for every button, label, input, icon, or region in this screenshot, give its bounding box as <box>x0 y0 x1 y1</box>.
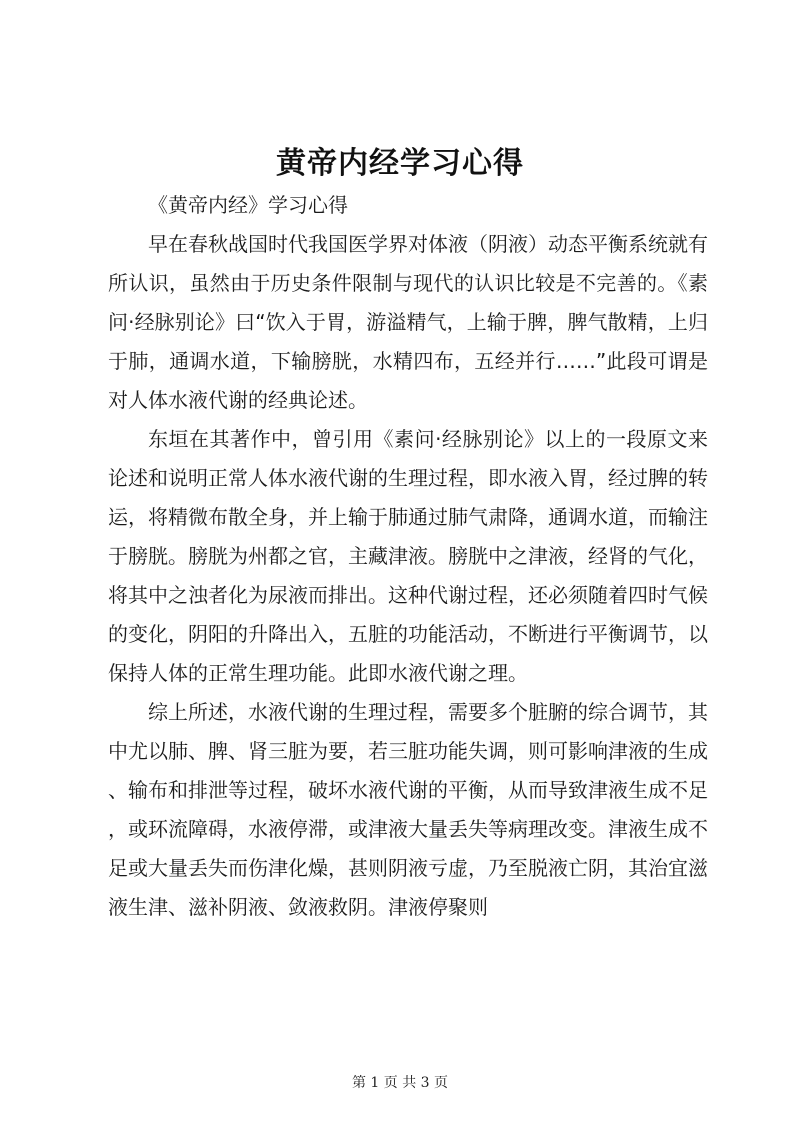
paragraph-3: 综上所述，水液代谢的生理过程，需要多个脏腑的综合调节，其中尤以肺、脾、肾三脏为要，若三脏功能失调，则可影响津液的生成、输布和排泄等过程，破坏水液代谢的平衡，从而导致津液生成不足，或环流障碍，水液停滞，或津液大量丢失等病理改变。津液生成不足或大量丢失而伤津化燥，甚则阴液亏虚，乃至脱液亡阴，其治宜滋液生津、滋补阴液、敛液救阴。津液停聚则 <box>108 700 708 919</box>
document-title: 黄帝内经学习心得 <box>276 146 524 181</box>
paragraph-2: 东垣在其著作中，曾引用《素问·经脉别论》以上的一段原文来论述和说明正常人体水液代谢的生理过程，即水液入胃，经过脾的转运，将精微布散全身，并上输于肺通过肺气肃降，通调水道，而输注于膀胱。膀胱为州都之官，主藏津液。膀胱中之津液，经肾的气化，将其中之浊者化为尿液而排出。这种代谢过程，还必须随着四时气候的变化，阴阳的升降出入，五脏的功能活动，不断进行平衡调节，以保持人体的正常生理功能。此即水液代谢之理。 <box>108 427 708 685</box>
paragraph-1: 早在春秋战国时代我国医学界对体液（阴液）动态平衡系统就有所认识，虽然由于历史条件限制与现代的认识比较是不完善的。《素问·经脉别论》曰“饮入于胃，游溢精气，上输于脾，脾气散精，上归于肺，通调水道，下输膀胱，水精四布，五经并行……”此段可谓是对人体水液代谢的经典论述。 <box>108 232 708 412</box>
document-subtitle: 《黄帝内经》学习心得 <box>148 193 348 217</box>
document-body <box>108 186 708 927</box>
page-footer: 第 1 页 共 3 页 <box>351 1075 449 1091</box>
